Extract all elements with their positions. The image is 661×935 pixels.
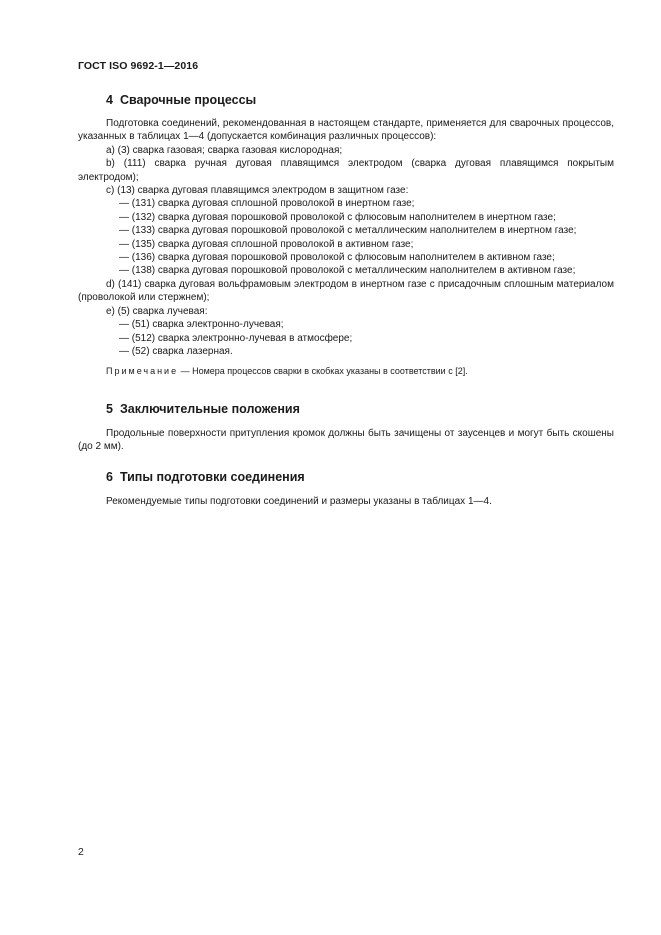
section-6-text: Рекомендуемые типы подготовки соединений и размеры указаны в таблицах 1—4. [106,496,492,507]
note-text: — Номера процессов сварки в скобках указаны в соответствии с [2]. [178,366,468,377]
list-subitem-136: — (136) сварка дуговая порошковой проволокой с флюсовым наполнителем в активном газе; [119,252,555,264]
list-subitem-51: — (51) сварка электронно-лучевая; [119,319,284,331]
section-4-heading [106,93,256,107]
section-6-title: Типы подготовки соединения [119,470,305,484]
list-subitem-138: — (138) сварка дуговая порошковой проволокой с металлическим наполнителем в активном газе; [119,265,576,277]
section-4-note [78,365,614,378]
section-5-body [78,427,614,454]
list-item-a: a) (3) сварка газовая; сварка газовая кислородная; [106,144,343,156]
page-number: 2 [78,846,84,858]
section-5-number: 5 [106,402,113,416]
section-4-number: 4 [106,93,113,107]
note-label: Примечание [106,366,179,377]
section-5-title: Заключительные положения [119,402,300,416]
document-header: ГОСТ ISO 9692-1—2016 [78,60,199,72]
list-subitem-512: — (512) сварка электронно-лучевая в атмосфере; [119,332,353,344]
section-6-body [78,495,614,508]
section-4-title: Сварочные процессы [119,93,257,107]
list-subitem-132: — (132) сварка дуговая порошковой проволокой с флюсовым наполнителем в инертном газе; [119,211,556,223]
section-4-intro: Подготовка соединений, рекомендованная в настоящем стандарте, применяется для сварочных процессов, указанных в таблицах 1—4 (допускается комбинация различных процессов): [78,118,614,143]
list-item-b: b) (111) сварка ручная дуговая плавящимся электродом (сварка дуговая плавящимся покрытым электродом); [78,158,614,183]
list-subitem-131: — (131) сварка дуговая сплошной проволокой в инертном газе; [119,198,415,210]
list-item-c: c) (13) сварка дуговая плавящимся электродом в защитном газе: [106,185,409,197]
section-5-text: Продольные поверхности притупления кромок должны быть зачищены от заусенцев и могут быть скошены (до 2 мм). [78,428,614,453]
section-6-heading [106,470,305,484]
list-item-d: d) (141) сварка дуговая вольфрамовым электродом в инертном газе с присадочным сплошным материалом (проволокой или стержнем); [78,278,614,304]
list-subitem-133: — (133) сварка дуговая порошковой проволокой с металлическим наполнителем в инертном газе; [119,225,577,237]
list-subitem-52: — (52) сварка лазерная. [119,345,233,357]
list-item-e: e) (5) сварка лучевая: [106,305,208,317]
section-5-heading [106,402,300,416]
list-subitem-135: — (135) сварка дуговая сплошной проволокой в активном газе; [119,238,414,250]
section-4-body [78,117,614,378]
section-6-number: 6 [106,470,113,484]
